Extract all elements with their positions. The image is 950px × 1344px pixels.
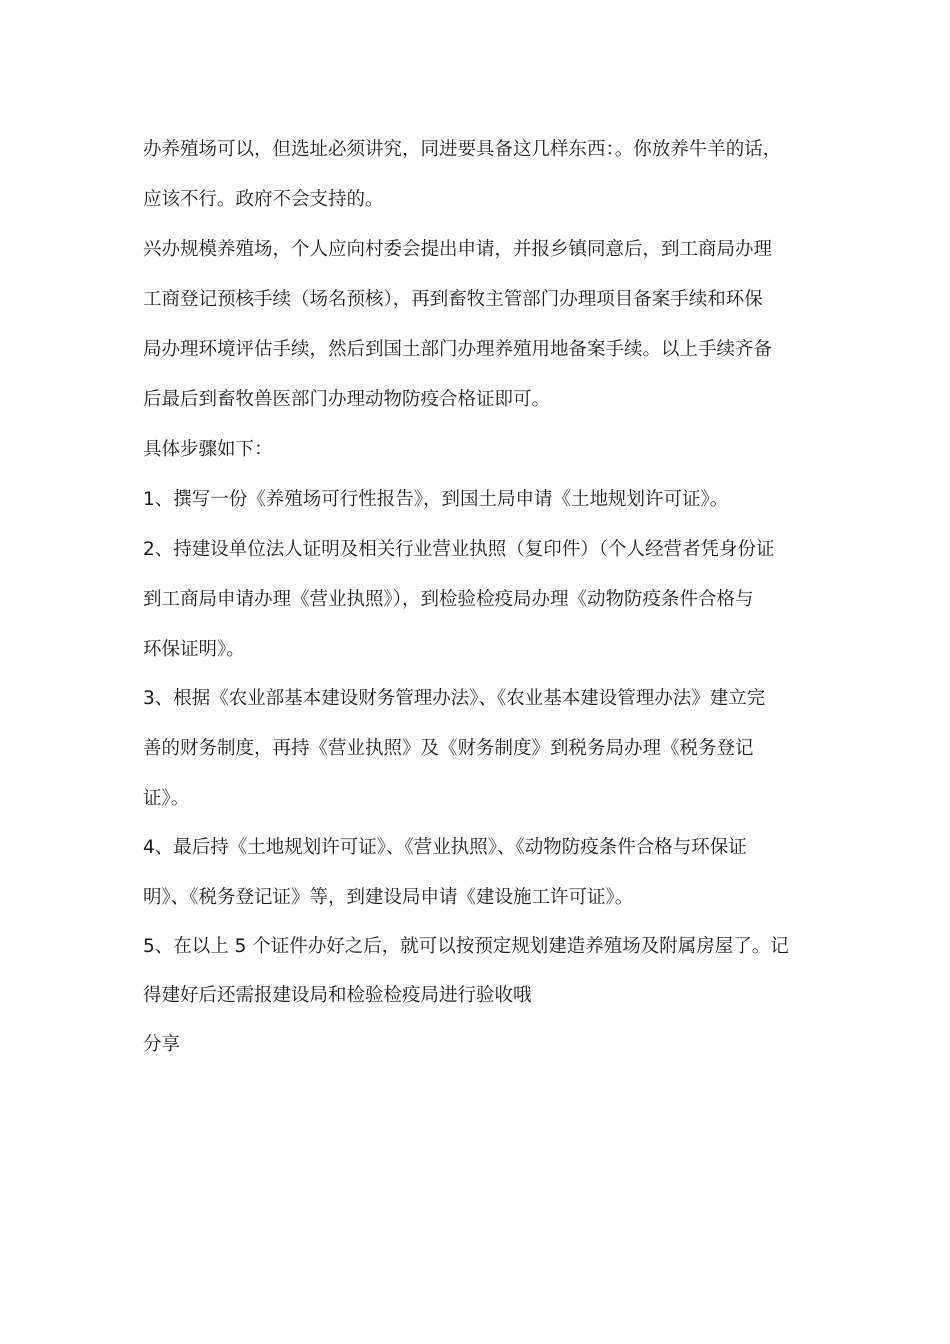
- paragraph-line: 兴办规模养殖场，个人应向村委会提出申请，并报乡镇同意后，到工商局办理: [143, 239, 773, 260]
- step-4-line: 明》、《税务登记证》等，到建设局申请《建设施工许可证》。: [143, 887, 634, 908]
- step-5-line: 5、在以上 5 个证件办好之后，就可以按预定规划建造养殖场及附属房屋了。记: [143, 936, 789, 957]
- section-heading: 具体步骤如下：: [143, 439, 273, 460]
- step-2-line: 到工商局申请办理《营业执照》），到检验检疫局办理《动物防疫条件合格与: [143, 589, 754, 610]
- step-1-line: 1、撰写一份《养殖场可行性报告》，到国土局申请《土地规划许可证》。: [143, 489, 729, 510]
- paragraph-line: 工商登记预核手续（场名预核），再到畜牧主管部门办理项目备案手续和环保: [143, 289, 763, 310]
- step-3-line: 证》。: [143, 788, 190, 809]
- step-5-line: 得建好后还需报建设局和检验检疫局进行验收哦: [143, 985, 532, 1006]
- paragraph-line: 后最后到畜牧兽医部门办理动物防疫合格证即可。: [143, 389, 551, 410]
- step-3-line: 善的财务制度，再持《营业执照》及《财务制度》到税务局办理《税务登记: [143, 738, 754, 759]
- paragraph-line: 局办理环境评估手续，然后到国土部门办理养殖用地备案手续。以上手续齐备: [143, 339, 773, 360]
- paragraph-line: 办养殖场可以，但选址必须讲究，同进要具备这几样东西：。你放养牛羊的话，: [143, 139, 782, 160]
- step-4-line: 4、最后持《土地规划许可证》、《营业执照》、《动物防疫条件合格与环保证: [143, 837, 747, 858]
- step-3-line: 3、根据《农业部基本建设财务管理办法》、《农业基本建设管理办法》建立完: [143, 688, 766, 709]
- share-label: 分享: [143, 1034, 181, 1055]
- step-2-line: 2、持建设单位法人证明及相关行业营业执照（复印件）（个人经营者凭身份证: [143, 539, 775, 560]
- step-2-line: 环保证明》。: [143, 639, 245, 660]
- paragraph-line: 应该不行。政府不会支持的。: [143, 189, 384, 210]
